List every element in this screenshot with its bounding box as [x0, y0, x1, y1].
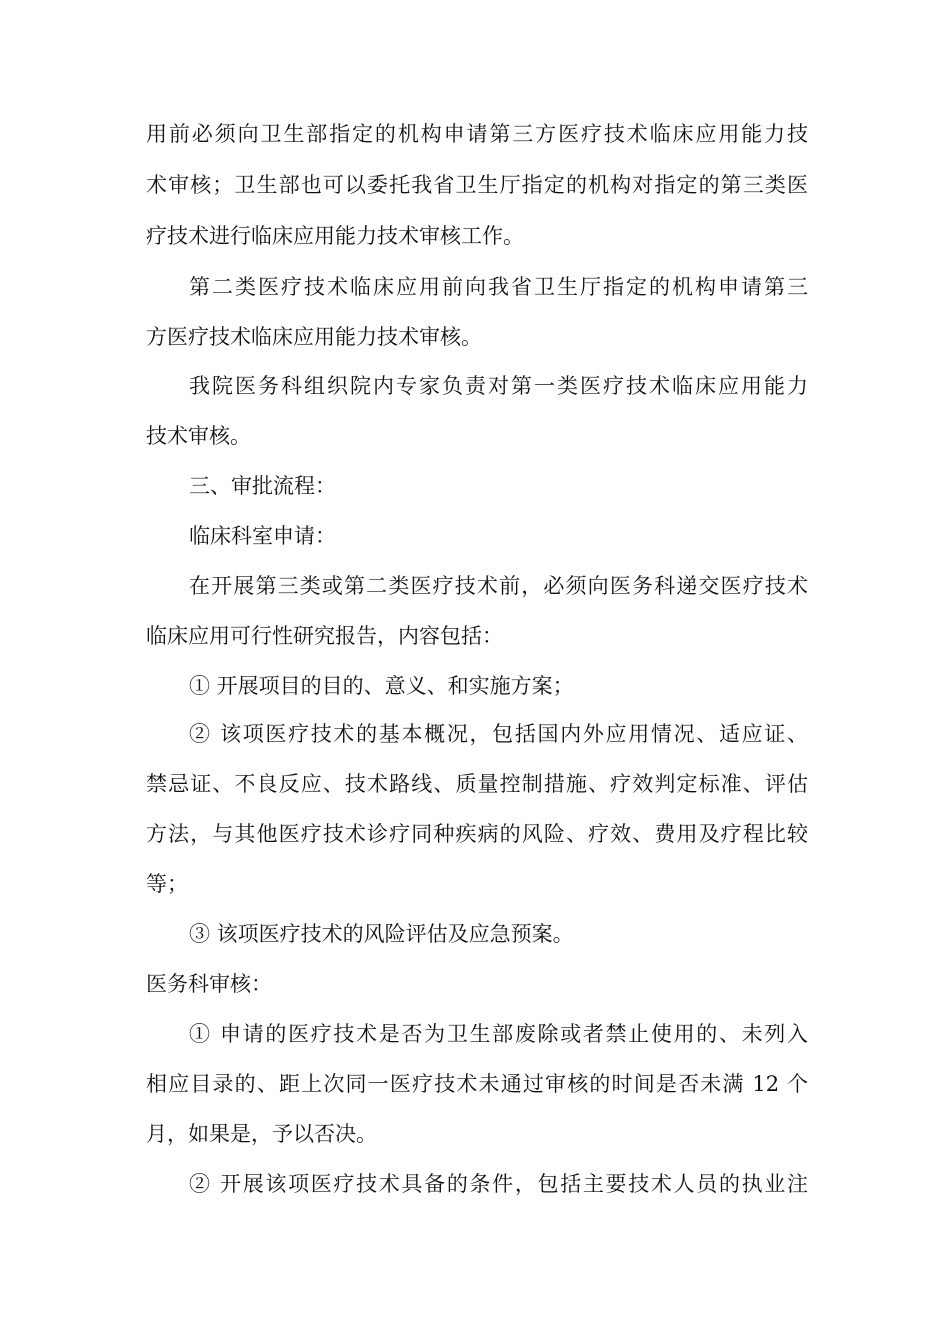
list-item: ③ 该项医疗技术的风险评估及应急预案。 [189, 922, 574, 946]
text-line: 禁忌证、不良反应、技术路线、质量控制措施、疗效判定标准、评估 [146, 772, 808, 796]
text-line: 相应目录的、距上次同一医疗技术未通过审核的时间是否未满 12 个 [146, 1072, 808, 1096]
text-line: 技术审核。 [146, 424, 251, 448]
section-heading: 三、审批流程： [189, 474, 336, 498]
text-line: 临床应用可行性研究报告，内容包括： [146, 624, 503, 648]
subheading: 医务科审核： [146, 972, 272, 996]
text-line: 用前必须向卫生部指定的机构申请第三方医疗技术临床应用能力技 [146, 122, 808, 146]
subheading: 临床科室申请： [189, 524, 336, 548]
text-line: 术审核；卫生部也可以委托我省卫生厅指定的机构对指定的第三类医 [146, 173, 808, 197]
list-item: ② 开展该项医疗技术具备的条件，包括主要技术人员的执业注 [189, 1172, 808, 1196]
text-line: 我院医务科组织院内专家负责对第一类医疗技术临床应用能力 [189, 374, 808, 398]
text-line: 在开展第三类或第二类医疗技术前，必须向医务科递交医疗技术 [189, 574, 808, 598]
text-line: 月，如果是，予以否决。 [146, 1122, 377, 1146]
text-line: 等； [146, 872, 188, 896]
text-line: 第二类医疗技术临床应用前向我省卫生厅指定的机构申请第三 [189, 275, 808, 299]
text-line: 方医疗技术临床应用能力技术审核。 [146, 325, 482, 349]
list-item: ① 开展项目的目的、意义、和实施方案； [189, 674, 574, 698]
list-item: ① 申请的医疗技术是否为卫生部废除或者禁止使用的、未列入 [189, 1022, 808, 1046]
text-line: 方法，与其他医疗技术诊疗同种疾病的风险、疗效、费用及疗程比较 [146, 822, 808, 846]
text-line: 疗技术进行临床应用能力技术审核工作。 [146, 224, 524, 248]
list-item: ② 该项医疗技术的基本概况，包括国内外应用情况、适应证、 [189, 722, 808, 746]
